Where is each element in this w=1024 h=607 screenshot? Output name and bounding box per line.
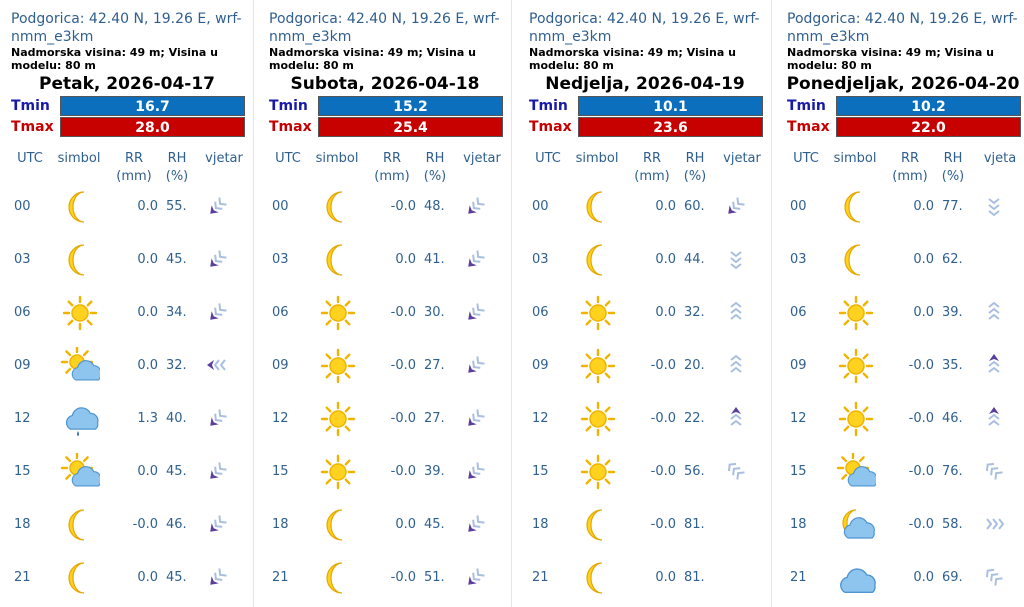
precipitation-value: 0.0 <box>137 305 158 320</box>
utc-hour: 18 <box>14 517 31 532</box>
wind-arrow-icon <box>721 508 751 540</box>
forecast-row <box>776 180 1024 233</box>
utc-hour: 15 <box>790 464 807 479</box>
precipitation-value: 0.0 <box>137 464 158 479</box>
precipitation-value: -0.0 <box>908 411 934 426</box>
precipitation-value: -0.0 <box>390 199 416 214</box>
humidity-value: 20. <box>684 358 705 373</box>
humidity-value: 39. <box>942 305 963 320</box>
wind-arrow-icon <box>721 561 751 593</box>
utc-header: UTC <box>275 151 301 166</box>
column-divider <box>253 0 254 607</box>
humidity-value: 34. <box>166 305 187 320</box>
forecast-row <box>0 498 254 551</box>
tmin-value: 10.2 <box>836 96 1021 116</box>
humidity-value: 46. <box>166 517 187 532</box>
tmax-label: Tmax <box>529 119 572 135</box>
forecast-row <box>0 233 254 286</box>
forecast-row <box>776 339 1024 392</box>
utc-hour: 00 <box>790 199 807 214</box>
wind-arrow-icon <box>461 349 491 381</box>
humidity-value: 27. <box>424 411 445 426</box>
tmax-value: 22.0 <box>836 117 1021 137</box>
humidity-value: 45. <box>166 464 187 479</box>
forecast-row <box>0 392 254 445</box>
wind-arrow-icon <box>203 455 233 487</box>
humidity-value: 45. <box>424 517 445 532</box>
humidity-value: 81. <box>684 517 705 532</box>
forecast-row <box>518 180 772 233</box>
humidity-value: 32. <box>166 358 187 373</box>
humidity-value: 55. <box>166 199 187 214</box>
utc-hour: 12 <box>532 411 549 426</box>
rr-header: RR (mm) <box>116 151 152 184</box>
wind-arrow-icon <box>979 402 1009 434</box>
wind-arrow-icon <box>203 190 233 222</box>
wind-arrow-icon <box>203 243 233 275</box>
wind-arrow-icon <box>203 296 233 328</box>
humidity-value: 76. <box>942 464 963 479</box>
humidity-value: 27. <box>424 358 445 373</box>
precipitation-value: -0.0 <box>650 464 676 479</box>
utc-hour: 15 <box>14 464 31 479</box>
utc-hour: 12 <box>790 411 807 426</box>
utc-header: UTC <box>535 151 561 166</box>
tmin-value: 15.2 <box>318 96 503 116</box>
utc-hour: 18 <box>272 517 289 532</box>
utc-hour: 09 <box>790 358 807 373</box>
sun-cloud-icon <box>60 453 100 491</box>
humidity-value: 69. <box>942 570 963 585</box>
wind-header: vjeta <box>983 151 1017 166</box>
utc-hour: 21 <box>14 570 31 585</box>
tmax-value: 25.4 <box>318 117 503 137</box>
forecast-row <box>518 551 772 604</box>
symbol-header: simbol <box>315 151 359 166</box>
wind-arrow-icon <box>721 402 751 434</box>
forecast-row <box>776 551 1024 604</box>
humidity-value: 39. <box>424 464 445 479</box>
precipitation-value: -0.0 <box>650 517 676 532</box>
moon-icon <box>578 559 618 597</box>
forecast-row <box>258 498 512 551</box>
forecast-row <box>258 180 512 233</box>
utc-hour: 09 <box>14 358 31 373</box>
symbol-header: simbol <box>833 151 877 166</box>
wind-arrow-icon <box>203 508 233 540</box>
precipitation-value: 0.0 <box>137 570 158 585</box>
utc-hour: 12 <box>272 411 289 426</box>
elevation-info: Nadmorska visina: 49 m; Visina u modelu: 80 m <box>787 46 994 72</box>
utc-hour: 06 <box>14 305 31 320</box>
elevation-info: Nadmorska visina: 49 m; Visina u modelu: 80 m <box>11 46 218 72</box>
day-date: Ponedjeljak, 2026-04-20 <box>786 74 1020 94</box>
tmax-label: Tmax <box>787 119 830 135</box>
wind-arrow-icon <box>979 296 1009 328</box>
precipitation-value: 0.0 <box>913 570 934 585</box>
tmin-label: Tmin <box>529 98 568 114</box>
location-title: Podgorica: 42.40 N, 19.26 E, wrf-nmm_e3km <box>529 11 760 45</box>
sun-icon <box>318 347 358 385</box>
location-title: Podgorica: 42.40 N, 19.26 E, wrf-nmm_e3km <box>269 11 500 45</box>
moon-icon <box>318 188 358 226</box>
sun-icon <box>578 347 618 385</box>
wind-header: vjetar <box>463 151 501 166</box>
precipitation-value: -0.0 <box>390 464 416 479</box>
wind-header: vjetar <box>205 151 243 166</box>
rh-header: RH (%) <box>683 151 707 184</box>
forecast-row <box>518 392 772 445</box>
precipitation-value: 0.0 <box>913 252 934 267</box>
tmax-row <box>529 117 763 137</box>
humidity-value: 30. <box>424 305 445 320</box>
utc-hour: 06 <box>272 305 289 320</box>
forecast-row <box>518 445 772 498</box>
tmin-row <box>787 96 1021 116</box>
precipitation-value: -0.0 <box>390 305 416 320</box>
forecast-row <box>518 233 772 286</box>
wind-arrow-icon <box>721 190 751 222</box>
forecast-row <box>258 551 512 604</box>
forecast-row <box>518 339 772 392</box>
precipitation-value: -0.0 <box>132 517 158 532</box>
day-date: Nedjelja, 2026-04-19 <box>545 74 745 94</box>
tmax-value: 23.6 <box>578 117 763 137</box>
precipitation-value: -0.0 <box>390 358 416 373</box>
forecast-row <box>518 286 772 339</box>
sun-cloud-icon <box>836 453 876 491</box>
precipitation-value: -0.0 <box>650 411 676 426</box>
utc-hour: 09 <box>272 358 289 373</box>
moon-icon <box>836 241 876 279</box>
tmax-row <box>787 117 1021 137</box>
precipitation-value: 1.3 <box>137 411 158 426</box>
utc-hour: 03 <box>14 252 31 267</box>
utc-hour: 00 <box>272 199 289 214</box>
tmin-label: Tmin <box>787 98 826 114</box>
utc-hour: 15 <box>532 464 549 479</box>
precipitation-value: 0.0 <box>655 570 676 585</box>
forecast-row <box>0 286 254 339</box>
wind-arrow-icon <box>203 561 233 593</box>
precipitation-value: 0.0 <box>913 199 934 214</box>
tmax-label: Tmax <box>269 119 312 135</box>
rr-header: RR (mm) <box>374 151 410 184</box>
utc-hour: 15 <box>272 464 289 479</box>
rr-header: RR (mm) <box>892 151 928 184</box>
sun-icon <box>836 294 876 332</box>
utc-hour: 21 <box>532 570 549 585</box>
forecast-row <box>0 445 254 498</box>
tmax-value: 28.0 <box>60 117 245 137</box>
precipitation-value: 0.0 <box>137 358 158 373</box>
forecast-row <box>776 445 1024 498</box>
wind-arrow-icon <box>461 243 491 275</box>
tmax-row <box>269 117 503 137</box>
sun-icon <box>318 400 358 438</box>
forecast-row <box>258 445 512 498</box>
precipitation-value: 0.0 <box>655 305 676 320</box>
wind-arrow-icon <box>461 190 491 222</box>
moon-icon <box>60 506 100 544</box>
sun-cloud-icon <box>60 347 100 385</box>
forecast-row <box>258 286 512 339</box>
day-column <box>776 0 1024 607</box>
wind-arrow-icon <box>721 349 751 381</box>
forecast-row <box>776 498 1024 551</box>
elevation-info: Nadmorska visina: 49 m; Visina u modelu: 80 m <box>529 46 736 72</box>
sun-icon <box>578 400 618 438</box>
wind-arrow-icon <box>979 561 1009 593</box>
utc-hour: 12 <box>14 411 31 426</box>
moon-icon <box>318 506 358 544</box>
humidity-value: 51. <box>424 570 445 585</box>
day-column <box>0 0 254 607</box>
moon-icon <box>578 188 618 226</box>
symbol-header: simbol <box>575 151 619 166</box>
moon-icon <box>60 188 100 226</box>
cloud-icon <box>836 559 876 597</box>
wind-arrow-icon <box>721 243 751 275</box>
day-date: Subota, 2026-04-18 <box>290 74 480 94</box>
moon-icon <box>836 188 876 226</box>
tmin-value: 16.7 <box>60 96 245 116</box>
day-column <box>258 0 512 607</box>
sun-icon <box>836 400 876 438</box>
forecast-row <box>258 392 512 445</box>
forecast-row <box>258 233 512 286</box>
precipitation-value: 0.0 <box>913 305 934 320</box>
utc-hour: 21 <box>790 570 807 585</box>
humidity-value: 45. <box>166 570 187 585</box>
sun-icon <box>318 453 358 491</box>
precipitation-value: 0.0 <box>395 252 416 267</box>
sun-icon <box>318 294 358 332</box>
utc-hour: 03 <box>532 252 549 267</box>
wind-header: vjetar <box>723 151 761 166</box>
tmin-row <box>269 96 503 116</box>
moon-icon <box>578 241 618 279</box>
humidity-value: 77. <box>942 199 963 214</box>
utc-hour: 00 <box>532 199 549 214</box>
precipitation-value: -0.0 <box>390 411 416 426</box>
humidity-value: 56. <box>684 464 705 479</box>
tmin-label: Tmin <box>269 98 308 114</box>
utc-header: UTC <box>17 151 43 166</box>
humidity-value: 40. <box>166 411 187 426</box>
rh-header: RH (%) <box>165 151 189 184</box>
sun-icon <box>578 453 618 491</box>
sun-icon <box>578 294 618 332</box>
day-column <box>518 0 772 607</box>
rh-header: RH (%) <box>423 151 447 184</box>
tmax-label: Tmax <box>11 119 54 135</box>
humidity-value: 58. <box>942 517 963 532</box>
humidity-value: 35. <box>942 358 963 373</box>
precipitation-value: -0.0 <box>908 464 934 479</box>
moon-icon <box>578 506 618 544</box>
wind-arrow-icon <box>461 561 491 593</box>
tmin-row <box>11 96 245 116</box>
wind-arrow-icon <box>979 349 1009 381</box>
wind-arrow-icon <box>461 455 491 487</box>
forecast-row <box>776 233 1024 286</box>
wind-arrow-icon <box>461 508 491 540</box>
humidity-value: 44. <box>684 252 705 267</box>
wind-arrow-icon <box>203 349 233 381</box>
location-title: Podgorica: 42.40 N, 19.26 E, wrf-nmm_e3km <box>787 11 1018 45</box>
forecast-row <box>776 286 1024 339</box>
forecast-row <box>258 339 512 392</box>
moon-icon <box>60 559 100 597</box>
humidity-value: 45. <box>166 252 187 267</box>
humidity-value: 32. <box>684 305 705 320</box>
precipitation-value: 0.0 <box>395 517 416 532</box>
wind-arrow-icon <box>203 402 233 434</box>
moon-icon <box>318 559 358 597</box>
forecast-row <box>0 180 254 233</box>
utc-header: UTC <box>793 151 819 166</box>
day-date: Petak, 2026-04-17 <box>38 74 215 94</box>
moon-cloud-icon <box>836 506 876 544</box>
column-divider <box>511 0 512 607</box>
elevation-info: Nadmorska visina: 49 m; Visina u modelu: 80 m <box>269 46 476 72</box>
forecast-row <box>518 498 772 551</box>
moon-icon <box>318 241 358 279</box>
precipitation-value: -0.0 <box>650 358 676 373</box>
utc-hour: 00 <box>14 199 31 214</box>
utc-hour: 03 <box>790 252 807 267</box>
rain-cloud-icon <box>60 400 100 438</box>
utc-hour: 21 <box>272 570 289 585</box>
tmin-row <box>529 96 763 116</box>
humidity-value: 41. <box>424 252 445 267</box>
sun-icon <box>60 294 100 332</box>
location-title: Podgorica: 42.40 N, 19.26 E, wrf-nmm_e3km <box>11 11 242 45</box>
wind-arrow-icon <box>979 508 1009 540</box>
utc-hour: 06 <box>790 305 807 320</box>
humidity-value: 81. <box>684 570 705 585</box>
utc-hour: 09 <box>532 358 549 373</box>
moon-icon <box>60 241 100 279</box>
tmax-row <box>11 117 245 137</box>
precipitation-value: -0.0 <box>390 570 416 585</box>
sun-icon <box>836 347 876 385</box>
wind-arrow-icon <box>979 190 1009 222</box>
utc-hour: 18 <box>790 517 807 532</box>
utc-hour: 18 <box>532 517 549 532</box>
wind-arrow-icon <box>979 455 1009 487</box>
utc-hour: 03 <box>272 252 289 267</box>
forecast-row <box>776 392 1024 445</box>
tmin-label: Tmin <box>11 98 50 114</box>
humidity-value: 22. <box>684 411 705 426</box>
wind-arrow-icon <box>721 455 751 487</box>
precipitation-value: 0.0 <box>655 252 676 267</box>
column-divider <box>771 0 772 607</box>
rh-header: RH (%) <box>941 151 965 184</box>
precipitation-value: -0.0 <box>908 517 934 532</box>
wind-arrow-icon <box>979 243 1009 275</box>
wind-arrow-icon <box>461 296 491 328</box>
humidity-value: 48. <box>424 199 445 214</box>
wind-arrow-icon <box>461 402 491 434</box>
humidity-value: 60. <box>684 199 705 214</box>
utc-hour: 06 <box>532 305 549 320</box>
humidity-value: 46. <box>942 411 963 426</box>
rr-header: RR (mm) <box>634 151 670 184</box>
humidity-value: 62. <box>942 252 963 267</box>
precipitation-value: -0.0 <box>908 358 934 373</box>
precipitation-value: 0.0 <box>137 199 158 214</box>
forecast-row <box>0 339 254 392</box>
wind-arrow-icon <box>721 296 751 328</box>
symbol-header: simbol <box>57 151 101 166</box>
forecast-row <box>0 551 254 604</box>
tmin-value: 10.1 <box>578 96 763 116</box>
precipitation-value: 0.0 <box>655 199 676 214</box>
precipitation-value: 0.0 <box>137 252 158 267</box>
